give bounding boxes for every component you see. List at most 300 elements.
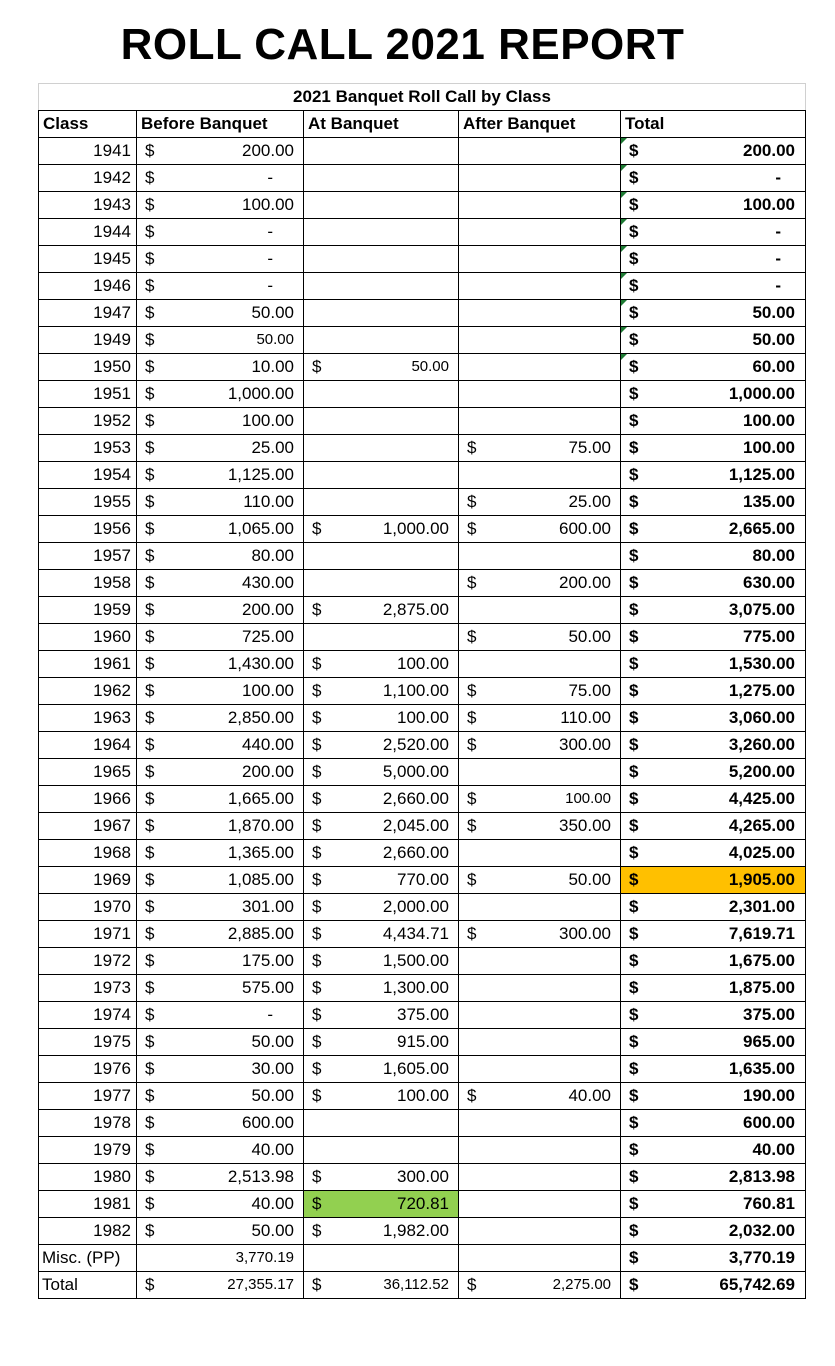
at-banquet-cell [304, 732, 459, 759]
before-banquet-cell [137, 1164, 304, 1191]
after-banquet-cell [459, 1137, 621, 1164]
after-banquet-cell [459, 273, 621, 300]
currency-symbol: $ [629, 438, 639, 457]
currency-symbol: $ [145, 654, 155, 673]
after-banquet-cell [459, 948, 621, 975]
amount-value: 1,085.00 [227, 870, 294, 889]
amount-value: 4,265.00 [728, 816, 796, 835]
total-cell [621, 1110, 806, 1137]
at-banquet-cell [304, 759, 459, 786]
amount-value: 2,032.00 [728, 1221, 796, 1240]
at-banquet-cell [304, 624, 459, 651]
currency-symbol: $ [629, 1221, 639, 1240]
amount-value: 600.00 [743, 1113, 796, 1132]
after-banquet-cell [459, 1056, 621, 1083]
table-row [39, 732, 806, 759]
total-cell [621, 867, 806, 894]
currency-symbol: $ [629, 708, 639, 727]
currency-symbol: $ [145, 924, 155, 943]
table-row [39, 705, 806, 732]
total-cell [621, 327, 806, 354]
table-row [39, 921, 806, 948]
currency-symbol: $ [145, 708, 155, 727]
after-banquet-cell [459, 138, 621, 165]
amount-value: 40.00 [251, 1140, 294, 1159]
class-year-cell: 1952 [39, 408, 137, 435]
amount-value: 80.00 [251, 546, 294, 565]
class-year-cell: 1963 [39, 705, 137, 732]
currency-symbol: $ [312, 951, 322, 970]
amount-value: 1,430.00 [227, 654, 294, 673]
currency-symbol: $ [629, 627, 639, 646]
class-year-cell: 1978 [39, 1110, 137, 1137]
currency-symbol: $ [312, 1194, 322, 1213]
table-row [39, 138, 806, 165]
before-banquet-cell [137, 1029, 304, 1056]
amount-value: 80.00 [752, 546, 796, 565]
before-banquet-cell [137, 840, 304, 867]
class-year-cell: 1979 [39, 1137, 137, 1164]
before-banquet-cell [137, 948, 304, 975]
currency-symbol: $ [145, 1140, 155, 1159]
amount-value: 1,675.00 [728, 951, 796, 970]
total-cell [621, 651, 806, 678]
total-cell [621, 759, 806, 786]
after-banquet-cell [459, 624, 621, 651]
total-cell [621, 381, 806, 408]
at-banquet-cell [304, 1164, 459, 1191]
at-banquet-cell [304, 327, 459, 354]
currency-symbol: $ [629, 1275, 639, 1294]
amount-value: 1,530.00 [728, 654, 796, 673]
amount-value: 1,000.00 [382, 519, 449, 538]
amount-value: 50.00 [411, 358, 449, 375]
amount-value: 725.00 [242, 627, 294, 646]
amount-value: 200.00 [242, 762, 294, 781]
currency-symbol: $ [629, 978, 639, 997]
amount-value: 75.00 [568, 438, 611, 457]
class-year-cell: 1958 [39, 570, 137, 597]
at-banquet-cell [304, 354, 459, 381]
class-year-cell: 1962 [39, 678, 137, 705]
table-row [39, 786, 806, 813]
currency-symbol: $ [312, 762, 322, 781]
table-row [39, 462, 806, 489]
amount-value: 375.00 [743, 1005, 796, 1024]
amount-value: 50.00 [752, 303, 796, 322]
class-year-cell: 1981 [39, 1191, 137, 1218]
currency-symbol: $ [145, 762, 155, 781]
total-cell [621, 1218, 806, 1245]
class-year-cell: 1946 [39, 273, 137, 300]
currency-symbol: $ [467, 816, 477, 835]
before-banquet-cell [137, 570, 304, 597]
currency-symbol: $ [629, 681, 639, 700]
currency-symbol: $ [145, 303, 155, 322]
before-banquet-cell [137, 327, 304, 354]
before-banquet-cell [137, 651, 304, 678]
before-banquet-cell [137, 192, 304, 219]
amount-value: 3,060.00 [728, 708, 796, 727]
class-year-cell: 1972 [39, 948, 137, 975]
total-cell [621, 543, 806, 570]
amount-value: 7,619.71 [728, 924, 796, 943]
class-year-cell: 1977 [39, 1083, 137, 1110]
currency-symbol: $ [312, 843, 322, 862]
before-banquet-cell [137, 408, 304, 435]
amount-value: - [775, 276, 782, 295]
amount-value: 10.00 [251, 357, 294, 376]
currency-symbol: $ [145, 573, 155, 592]
after-banquet-cell [459, 786, 621, 813]
amount-value: 40.00 [251, 1194, 294, 1213]
total-cell [621, 1029, 806, 1056]
currency-symbol: $ [629, 411, 639, 430]
amount-value: 2,665.00 [728, 519, 796, 538]
class-year-cell: 1980 [39, 1164, 137, 1191]
currency-symbol: $ [145, 411, 155, 430]
total-cell [621, 354, 806, 381]
currency-symbol: $ [629, 249, 639, 268]
amount-value: 100.00 [397, 708, 449, 727]
at-banquet-cell [304, 1218, 459, 1245]
currency-symbol: $ [145, 1005, 155, 1024]
after-banquet-cell [459, 408, 621, 435]
amount-value: 50.00 [251, 1086, 294, 1105]
total-cell [621, 1083, 806, 1110]
amount-value: 350.00 [559, 816, 611, 835]
amount-value: 25.00 [251, 438, 294, 457]
amount-value: 1,275.00 [728, 681, 796, 700]
header-after-banquet: After Banquet [459, 111, 621, 138]
currency-symbol: $ [629, 762, 639, 781]
amount-value: 720.81 [397, 1194, 449, 1213]
table-row [39, 219, 806, 246]
table-row [39, 543, 806, 570]
class-year-cell: 1953 [39, 435, 137, 462]
currency-symbol: $ [629, 1005, 639, 1024]
currency-symbol: $ [145, 357, 155, 376]
class-year-cell: 1942 [39, 165, 137, 192]
amount-value: 2,850.00 [227, 708, 294, 727]
table-row [39, 300, 806, 327]
class-year-cell: 1941 [39, 138, 137, 165]
after-banquet-cell [459, 867, 621, 894]
currency-symbol: $ [312, 708, 322, 727]
header-class: Class [39, 111, 137, 138]
currency-symbol: $ [629, 492, 639, 511]
before-banquet-cell [137, 219, 304, 246]
amount-value: 5,200.00 [728, 762, 796, 781]
before-banquet-cell [137, 300, 304, 327]
table-row [39, 1218, 806, 1245]
currency-symbol: $ [312, 1275, 322, 1294]
currency-symbol: $ [312, 519, 322, 538]
amount-value: 1,982.00 [382, 1221, 449, 1240]
currency-symbol: $ [629, 303, 639, 322]
before-banquet-cell [137, 624, 304, 651]
amount-value: 300.00 [397, 1167, 449, 1186]
currency-symbol: $ [312, 1167, 322, 1186]
table-row [39, 1191, 806, 1218]
currency-symbol: $ [629, 951, 639, 970]
currency-symbol: $ [145, 1086, 155, 1105]
amount-value: 1,125.00 [227, 465, 294, 484]
amount-value: 50.00 [251, 1221, 294, 1240]
total-cell [621, 273, 806, 300]
total-cell [621, 1056, 806, 1083]
amount-value: 50.00 [568, 870, 611, 889]
currency-symbol: $ [145, 1275, 155, 1294]
amount-value: 50.00 [256, 331, 294, 348]
currency-symbol: $ [467, 627, 477, 646]
total-cell [621, 597, 806, 624]
totals-total-cell [621, 1272, 806, 1299]
table-row [39, 1083, 806, 1110]
after-banquet-cell [459, 1164, 621, 1191]
amount-value: 100.00 [242, 411, 294, 430]
amount-value: 1,500.00 [382, 951, 449, 970]
amount-value: 2,520.00 [382, 735, 449, 754]
after-banquet-cell [459, 381, 621, 408]
misc-row [39, 1245, 806, 1272]
currency-symbol: $ [145, 951, 155, 970]
table-row [39, 1002, 806, 1029]
currency-symbol: $ [629, 816, 639, 835]
table-row [39, 246, 806, 273]
total-cell [621, 246, 806, 273]
before-banquet-cell [137, 867, 304, 894]
after-banquet-cell [459, 435, 621, 462]
header-before-banquet: Before Banquet [137, 111, 304, 138]
amount-value: 2,045.00 [382, 816, 449, 835]
before-banquet-cell [137, 516, 304, 543]
at-banquet-cell [304, 219, 459, 246]
table-row [39, 867, 806, 894]
currency-symbol: $ [629, 870, 639, 889]
roll-call-table [38, 83, 806, 1299]
amount-value: 1,635.00 [728, 1059, 796, 1078]
table-row [39, 894, 806, 921]
amount-value: 5,000.00 [382, 762, 449, 781]
class-year-cell: 1982 [39, 1218, 137, 1245]
amount-value: 60.00 [752, 357, 796, 376]
amount-value: 2,513.98 [227, 1167, 294, 1186]
currency-symbol: $ [145, 978, 155, 997]
amount-value: 2,875.00 [382, 600, 449, 619]
table-row [39, 948, 806, 975]
amount-value: 965.00 [743, 1032, 796, 1051]
before-banquet-cell [137, 165, 304, 192]
currency-symbol: $ [145, 492, 155, 511]
after-banquet-cell [459, 1029, 621, 1056]
table-row [39, 1164, 806, 1191]
before-banquet-cell [137, 705, 304, 732]
amount-value: 2,660.00 [382, 789, 449, 808]
amount-value: 135.00 [743, 492, 796, 511]
after-banquet-cell [459, 732, 621, 759]
table-row [39, 1137, 806, 1164]
class-year-cell: 1954 [39, 462, 137, 489]
misc-before-cell [137, 1245, 304, 1272]
table-row [39, 1110, 806, 1137]
class-year-cell: 1949 [39, 327, 137, 354]
after-banquet-cell [459, 1191, 621, 1218]
at-banquet-cell [304, 138, 459, 165]
totals-before-cell [137, 1272, 304, 1299]
after-banquet-cell [459, 705, 621, 732]
currency-symbol: $ [467, 573, 477, 592]
amount-value: 600.00 [242, 1113, 294, 1132]
amount-value: 300.00 [559, 735, 611, 754]
at-banquet-cell [304, 867, 459, 894]
total-cell [621, 192, 806, 219]
before-banquet-cell [137, 786, 304, 813]
table-caption: 2021 Banquet Roll Call by Class [39, 84, 806, 111]
after-banquet-cell [459, 1110, 621, 1137]
amount-value: 3,770.19 [235, 1249, 294, 1266]
currency-symbol: $ [629, 168, 639, 187]
at-banquet-cell [304, 489, 459, 516]
currency-symbol: $ [629, 1032, 639, 1051]
amount-value: 1,665.00 [227, 789, 294, 808]
currency-symbol: $ [629, 330, 639, 349]
amount-value: - [267, 222, 273, 241]
total-cell [621, 219, 806, 246]
amount-value: 190.00 [743, 1086, 796, 1105]
amount-value: 27,355.17 [227, 1276, 294, 1293]
total-cell [621, 624, 806, 651]
before-banquet-cell [137, 543, 304, 570]
table-row [39, 759, 806, 786]
currency-symbol: $ [467, 438, 477, 457]
total-cell [621, 948, 806, 975]
before-banquet-cell [137, 138, 304, 165]
currency-symbol: $ [629, 1086, 639, 1105]
at-banquet-cell [304, 1029, 459, 1056]
currency-symbol: $ [312, 1032, 322, 1051]
before-banquet-cell [137, 813, 304, 840]
at-banquet-cell [304, 165, 459, 192]
after-banquet-cell [459, 327, 621, 354]
class-year-cell: 1967 [39, 813, 137, 840]
class-year-cell: 1960 [39, 624, 137, 651]
currency-symbol: $ [629, 1194, 639, 1213]
totals-at-cell [304, 1272, 459, 1299]
amount-value: 4,025.00 [728, 843, 796, 862]
currency-symbol: $ [629, 357, 639, 376]
class-year-cell: 1947 [39, 300, 137, 327]
currency-symbol: $ [145, 195, 155, 214]
amount-value: - [267, 168, 273, 187]
currency-symbol: $ [629, 735, 639, 754]
before-banquet-cell [137, 894, 304, 921]
at-banquet-cell [304, 273, 459, 300]
after-banquet-cell [459, 462, 621, 489]
after-banquet-cell [459, 543, 621, 570]
total-cell [621, 921, 806, 948]
amount-value: 50.00 [251, 303, 294, 322]
amount-value: 1,100.00 [382, 681, 449, 700]
total-cell [621, 462, 806, 489]
after-banquet-cell [459, 489, 621, 516]
currency-symbol: $ [629, 573, 639, 592]
before-banquet-cell [137, 1137, 304, 1164]
amount-value: 3,260.00 [728, 735, 796, 754]
class-year-cell: 1973 [39, 975, 137, 1002]
amount-value: 200.00 [559, 573, 611, 592]
currency-symbol: $ [145, 870, 155, 889]
currency-symbol: $ [629, 1059, 639, 1078]
amount-value: - [775, 249, 782, 268]
after-banquet-cell [459, 678, 621, 705]
at-banquet-cell [304, 570, 459, 597]
amount-value: - [267, 249, 273, 268]
before-banquet-cell [137, 1083, 304, 1110]
class-year-cell: 1943 [39, 192, 137, 219]
class-year-cell: 1971 [39, 921, 137, 948]
at-banquet-cell [304, 813, 459, 840]
currency-symbol: $ [145, 1221, 155, 1240]
after-banquet-cell [459, 1002, 621, 1029]
currency-symbol: $ [629, 600, 639, 619]
after-banquet-cell [459, 651, 621, 678]
total-cell [621, 1191, 806, 1218]
class-year-cell: 1956 [39, 516, 137, 543]
currency-symbol: $ [145, 384, 155, 403]
total-cell [621, 570, 806, 597]
currency-symbol: $ [312, 1086, 322, 1105]
currency-symbol: $ [467, 708, 477, 727]
at-banquet-cell [304, 921, 459, 948]
before-banquet-cell [137, 975, 304, 1002]
currency-symbol: $ [629, 897, 639, 916]
amount-value: 2,660.00 [382, 843, 449, 862]
at-banquet-cell [304, 1191, 459, 1218]
currency-symbol: $ [145, 519, 155, 538]
amount-value: 200.00 [743, 141, 796, 160]
currency-symbol: $ [312, 357, 322, 376]
currency-symbol: $ [145, 438, 155, 457]
currency-symbol: $ [629, 789, 639, 808]
amount-value: 600.00 [559, 519, 611, 538]
currency-symbol: $ [629, 546, 639, 565]
totals-label-cell: Total [39, 1272, 137, 1299]
currency-symbol: $ [629, 519, 639, 538]
at-banquet-cell [304, 840, 459, 867]
table-row [39, 840, 806, 867]
amount-value: 1,000.00 [227, 384, 294, 403]
currency-symbol: $ [312, 600, 322, 619]
at-banquet-cell [304, 435, 459, 462]
amount-value: 4,434.71 [382, 924, 449, 943]
currency-symbol: $ [145, 789, 155, 808]
table-row [39, 354, 806, 381]
currency-symbol: $ [629, 1113, 639, 1132]
amount-value: 2,885.00 [227, 924, 294, 943]
before-banquet-cell [137, 1191, 304, 1218]
amount-value: 175.00 [242, 951, 294, 970]
total-cell [621, 1137, 806, 1164]
class-year-cell: 1957 [39, 543, 137, 570]
total-cell [621, 435, 806, 462]
class-year-cell: 1965 [39, 759, 137, 786]
currency-symbol: $ [629, 222, 639, 241]
at-banquet-cell [304, 651, 459, 678]
table-row [39, 570, 806, 597]
at-banquet-cell [304, 1002, 459, 1029]
total-cell [621, 894, 806, 921]
